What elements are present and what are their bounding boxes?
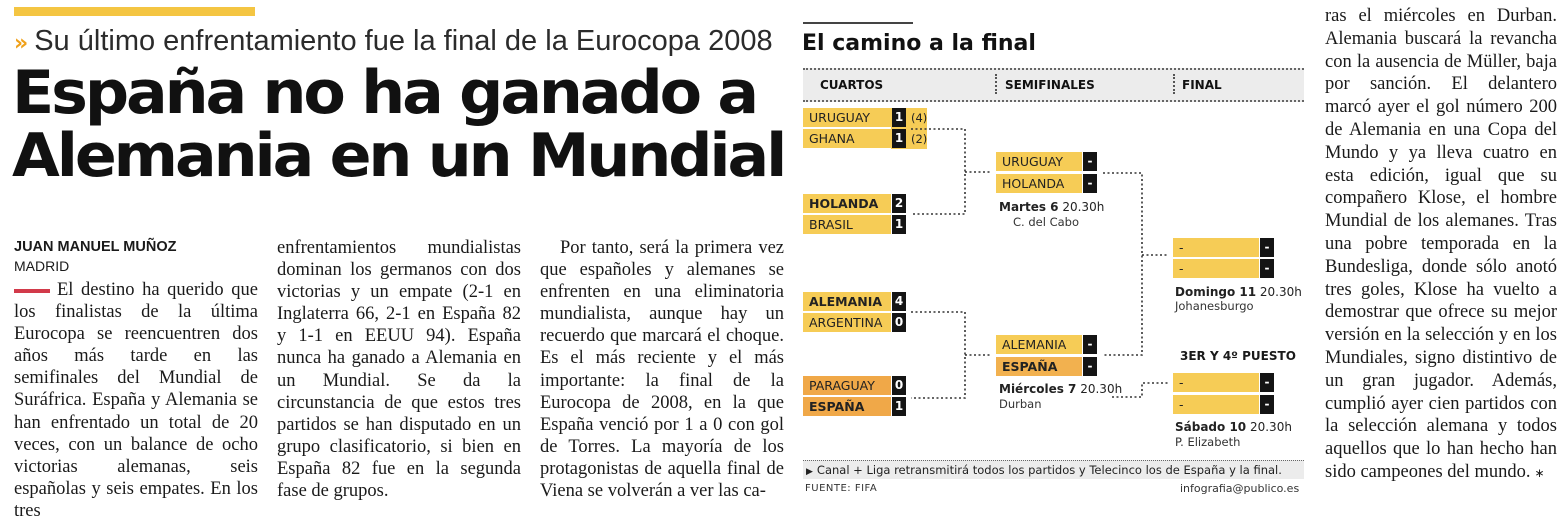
third-schedule xyxy=(1175,420,1292,434)
qf4-team2 xyxy=(803,397,904,417)
sf1-team2 xyxy=(996,174,1093,194)
graphic-title: El camino a la final xyxy=(802,31,1036,56)
qf1-team2 xyxy=(803,129,928,149)
team-name: PARAGUAY xyxy=(809,378,875,393)
kicker-text: Su último enfrentamiento fue la final de la Eurocopa 2008 xyxy=(34,25,773,57)
team-name: ARGENTINA xyxy=(809,315,883,330)
penalty-score: (2) xyxy=(911,132,928,146)
byline-author: JUAN MANUEL MUÑOZ xyxy=(14,239,177,255)
team-name: ALEMANIA xyxy=(1002,337,1067,352)
column-2-text: enfrentamientos mundialistas dominan los germanos con dos victorias y un empate (2-1 en Inglaterra 66, 2-1 en España 82 y 1-1 en EEUU 94). España nunca ha ganado a Alemania en un Mundial. Se da la circunstancia de que estos tres partidos se han disputado en un grupo clasificatorio, si bien en España 82 fue en la segunda fase de grupos. xyxy=(277,238,521,502)
third-venue: P. Elizabeth xyxy=(1175,435,1241,449)
triangle-right-icon: ▶ xyxy=(806,467,813,477)
qf2-team1 xyxy=(803,194,904,214)
team-score: 0 xyxy=(892,376,906,395)
team-name: - xyxy=(1179,240,1184,255)
headline-line-2: Alemania en un Mundial xyxy=(12,121,785,191)
graphic-credit: infografia@publico.es xyxy=(1180,482,1300,495)
qf1-team1 xyxy=(803,108,928,128)
match-time: 20.30h xyxy=(1249,420,1292,434)
graphic-source: FUENTE: FIFA xyxy=(805,483,878,494)
penalty-score: (4) xyxy=(911,111,928,125)
qf4-team1 xyxy=(803,376,904,396)
match-time: 20.30h xyxy=(1080,382,1123,396)
sf1-schedule xyxy=(999,200,1104,214)
third-team1 xyxy=(1173,373,1270,393)
match-day: Sábado 10 xyxy=(1175,420,1247,434)
third-team2 xyxy=(1173,395,1270,415)
final-venue: Johanesburgo xyxy=(1175,299,1254,313)
team-name: - xyxy=(1179,261,1184,276)
team-name: BRASIL xyxy=(809,217,853,232)
header-semis: SEMIFINALES xyxy=(1005,78,1095,92)
sf1-team1 xyxy=(996,152,1093,172)
article-column-4 xyxy=(1325,5,1557,485)
team-name: GHANA xyxy=(809,131,855,146)
connector-semis xyxy=(1103,173,1142,355)
match-day: Martes 6 xyxy=(999,200,1059,214)
column-3-text: Por tanto, será la primera vez que españoles y alemanes se enfrenten en una eliminatoria mundialista, aunque hay un recuerdo que marcará el choque. Es el más reciente y el más importante: la final de la Eurocopa de 2008, en la que España venció por 1 a 0 con gol de Torres. La mayoría de los protagonistas de aquella final de Viena se volverán a ver las ca- xyxy=(540,238,784,502)
qf3-team1 xyxy=(803,292,904,312)
match-time: 20.30h xyxy=(1062,200,1105,214)
team-score: 1 xyxy=(892,215,906,234)
match-day: Miércoles 7 xyxy=(999,382,1077,396)
team-score: 1 xyxy=(892,129,906,148)
team-score: 1 xyxy=(892,108,906,127)
byline-city: MADRID xyxy=(14,258,70,274)
team-score: - xyxy=(1260,238,1274,257)
sf2-schedule xyxy=(999,382,1122,396)
team-score: - xyxy=(1083,357,1097,376)
team-score: 1 xyxy=(892,397,906,416)
team-name: HOLANDA xyxy=(809,196,879,211)
headline-line-1: España no ha ganado a xyxy=(12,58,757,128)
team-score: 0 xyxy=(892,313,906,332)
third-place-label: 3ER Y 4º PUESTO xyxy=(1180,349,1296,363)
footnote-text: Canal + Liga retransmitirá todos los partidos y Telecinco los de España y la final. xyxy=(816,463,1282,477)
team-score: 4 xyxy=(892,292,906,311)
sf1-venue: C. del Cabo xyxy=(1013,215,1079,229)
team-name: - xyxy=(1179,397,1184,412)
graphic-footnote xyxy=(803,460,1304,479)
chevron-right-icon: » xyxy=(14,31,29,56)
qf3-team2 xyxy=(803,313,904,333)
qf2-team2 xyxy=(803,215,904,235)
sf2-team1 xyxy=(996,335,1093,355)
final-team1 xyxy=(1173,238,1270,258)
sf2-venue: Durban xyxy=(999,397,1042,411)
team-name: - xyxy=(1179,375,1184,390)
team-score: 2 xyxy=(892,194,906,213)
team-name: HOLANDA xyxy=(1002,176,1065,191)
team-score: - xyxy=(1083,152,1097,171)
column-4-text: ras el miércoles en Durban. Alemania buscará la revancha con la ausencia de Müller, baja por sanción. El delantero marcó ayer el gol número 200 de Alemania en una Copa del Mundo y ya lleva cuatro en esta edición, igual que su compañero Klose, el hombre Mundial de los alemanes. Tras una pobre temporada en la Bundesliga, donde sólo anotó tres goles, Klose ha vuelto a demostrar que ofrece su mejor versión en la selección y en los Mundiales, signo distintivo de un gran jugador. Además, cumplió ayer cien partidos con la selección alemana y todos aquellos que lo han hecho han sido campeones del mundo. xyxy=(1325,6,1557,482)
final-schedule xyxy=(1175,285,1302,299)
team-name: ALEMANIA xyxy=(809,294,883,309)
end-mark-icon: ∗ xyxy=(1534,465,1545,480)
team-score: - xyxy=(1260,259,1274,278)
team-name: ESPAÑA xyxy=(809,399,865,414)
header-final: FINAL xyxy=(1182,78,1222,92)
connector-q3-q4 xyxy=(911,312,965,398)
team-name: URUGUAY xyxy=(809,110,871,125)
team-score: - xyxy=(1083,335,1097,354)
match-time: 20.30h xyxy=(1259,285,1302,299)
team-score: - xyxy=(1083,174,1097,193)
column-1-text: El destino ha querido que los finalistas de la última Eurocopa se reencuentren dos años más tarde en las semifinales del Mundial de Suráfrica. España y Alemania se han enfrentado un total de 20 veces, con un balance de ocho victorias alemanas, seis españolas y seis empates. En los tres xyxy=(14,280,258,521)
team-score: - xyxy=(1260,395,1274,414)
team-name: ESPAÑA xyxy=(1002,359,1058,374)
sf2-team2 xyxy=(996,357,1093,377)
team-score: - xyxy=(1260,373,1274,392)
team-name: URUGUAY xyxy=(1002,154,1064,169)
header-quarters: CUARTOS xyxy=(820,78,884,92)
match-day: Domingo 11 xyxy=(1175,285,1257,299)
final-team2 xyxy=(1173,259,1270,279)
